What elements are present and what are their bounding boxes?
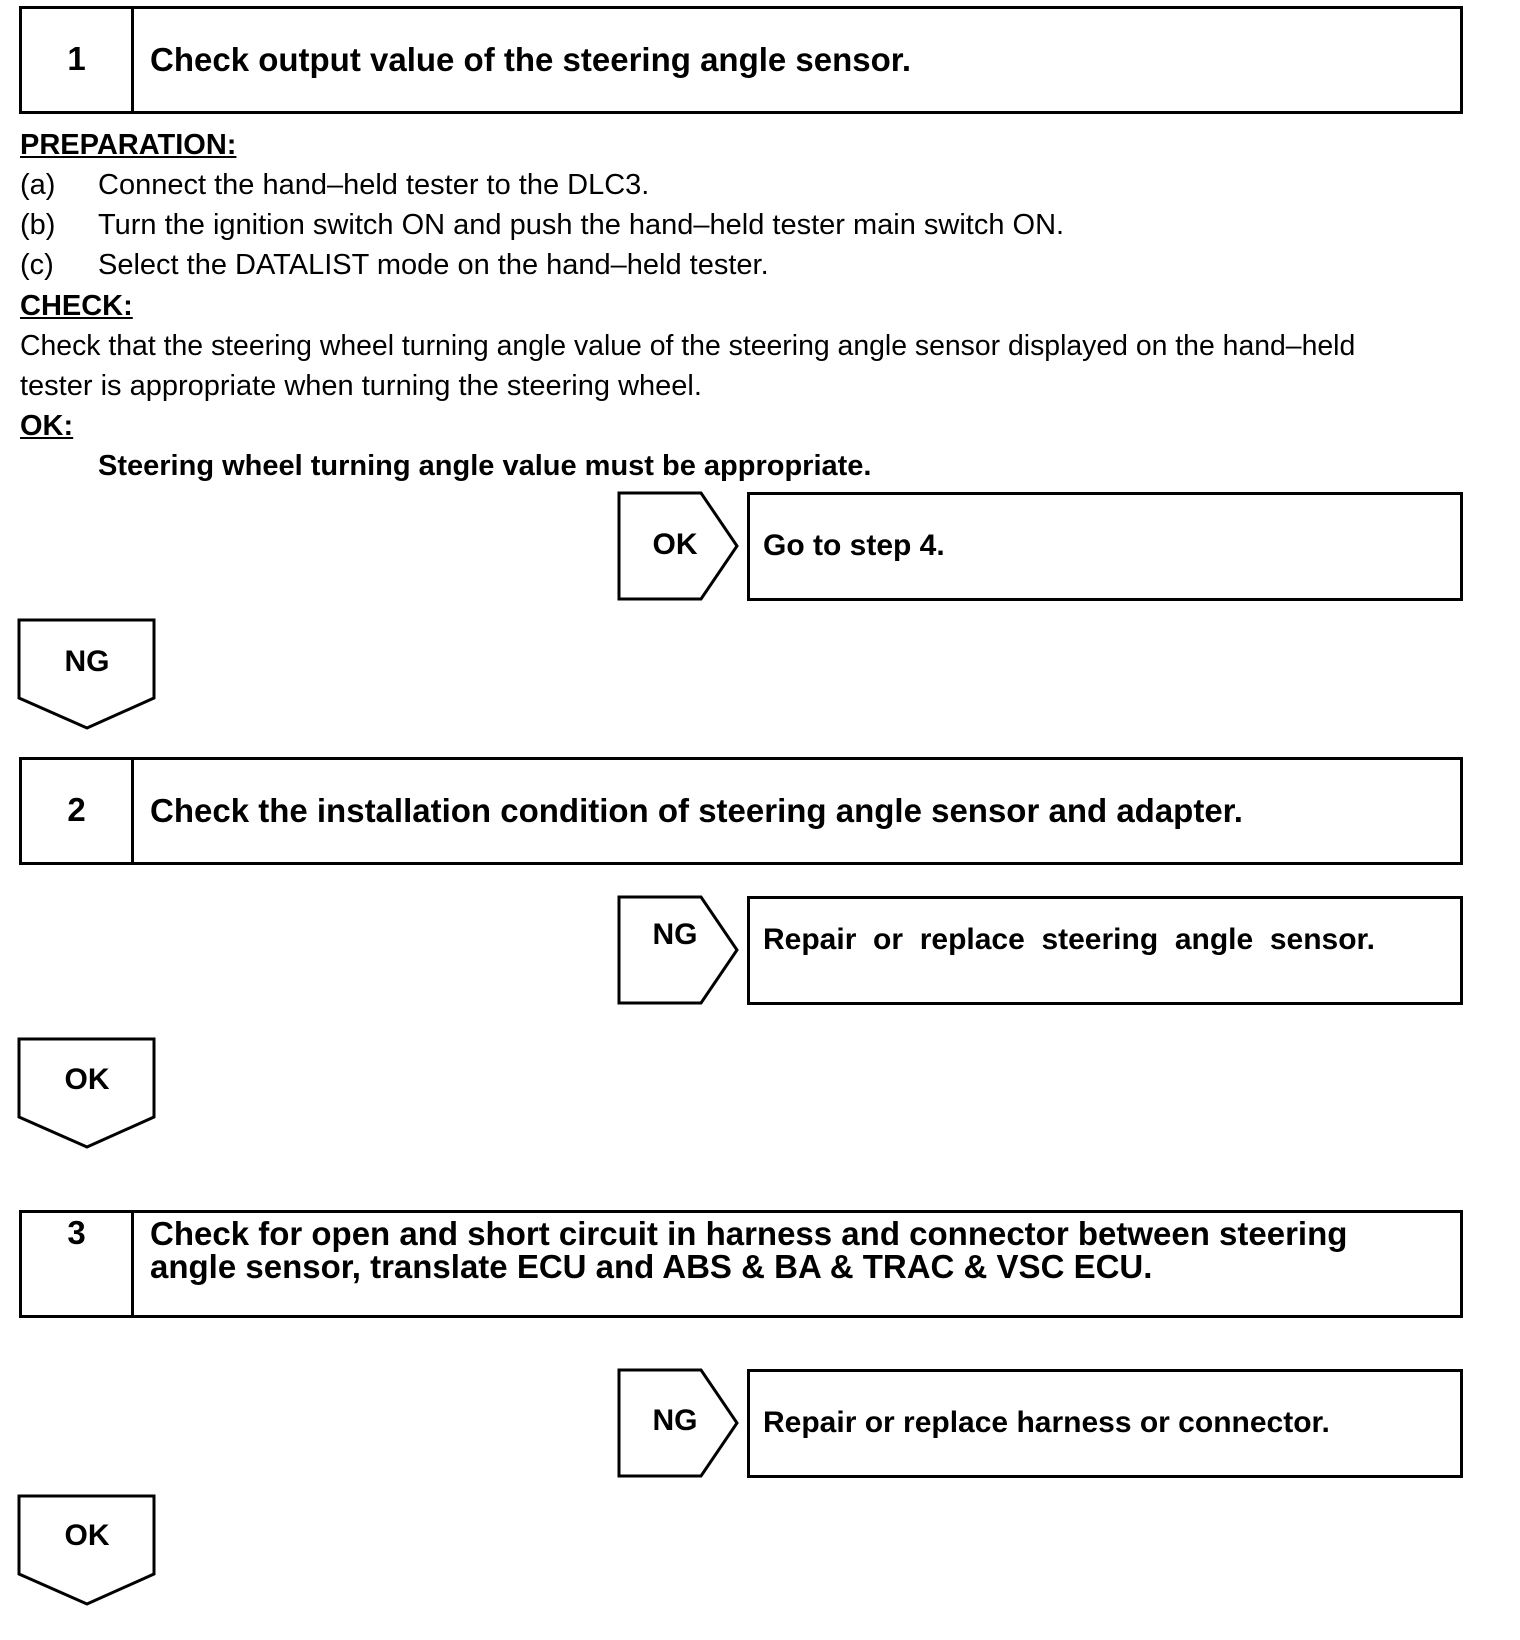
step-2-ng-result-box — [747, 896, 1463, 1005]
step-1-number: 1 — [22, 9, 134, 111]
step-2-number: 2 — [22, 760, 134, 862]
prep-item-c-text: Select the DATALIST mode on the hand–held tester. — [98, 249, 769, 281]
prep-item-c-marker: (c) — [20, 249, 54, 281]
step-1-ok-result-box — [747, 492, 1463, 601]
step-1-ok-result-text: Go to step 4. — [763, 529, 945, 562]
step-1-title: Check output value of the steering angle sensor. — [150, 41, 911, 78]
step-2-ng-label: NG — [652, 918, 698, 951]
prep-item-a-text: Connect the hand–held tester to the DLC3. — [98, 169, 650, 201]
step-2-ng-result-text: Repair or replace steering angle sensor. — [763, 923, 1375, 956]
step-3-title-line-2: angle sensor, translate ECU and ABS & BA & TRAC & VSC ECU. — [150, 1248, 1153, 1285]
prep-item-a-marker: (a) — [20, 169, 56, 201]
step-2-title: Check the installation condition of steering angle sensor and adapter. — [150, 792, 1243, 829]
step-3-box — [19, 1210, 1463, 1318]
step-1-box — [19, 6, 1463, 114]
step-2-box — [19, 757, 1463, 865]
step-3-ng-result-box — [747, 1369, 1463, 1478]
step-2-ok-label: OK — [64, 1063, 110, 1096]
step-3-ok-label: OK — [64, 1519, 110, 1552]
prep-item-b-text: Turn the ignition switch ON and push the hand–held tester main switch ON. — [98, 209, 1065, 241]
step-3-ng-result-text: Repair or replace harness or connector. — [763, 1406, 1330, 1439]
step-3-number: 3 — [22, 1213, 134, 1315]
step-3-ng-label: NG — [652, 1404, 698, 1437]
step-1-ok-label: OK — [652, 528, 698, 561]
ok-heading: OK: — [20, 410, 74, 442]
preparation-heading: PREPARATION: — [20, 129, 237, 161]
check-heading: CHECK: — [20, 290, 133, 322]
prep-item-b-marker: (b) — [20, 209, 56, 241]
step-3-title-line-1: Check for open and short circuit in harness and connector between steering — [150, 1215, 1348, 1252]
check-text-line-2: tester is appropriate when turning the steering wheel. — [20, 370, 702, 402]
step-1-ng-label: NG — [64, 645, 110, 678]
ok-criterion-text: Steering wheel turning angle value must be appropriate. — [98, 450, 872, 482]
check-text-line-1: Check that the steering wheel turning angle value of the steering angle sensor displayed on the hand–held — [20, 330, 1356, 362]
